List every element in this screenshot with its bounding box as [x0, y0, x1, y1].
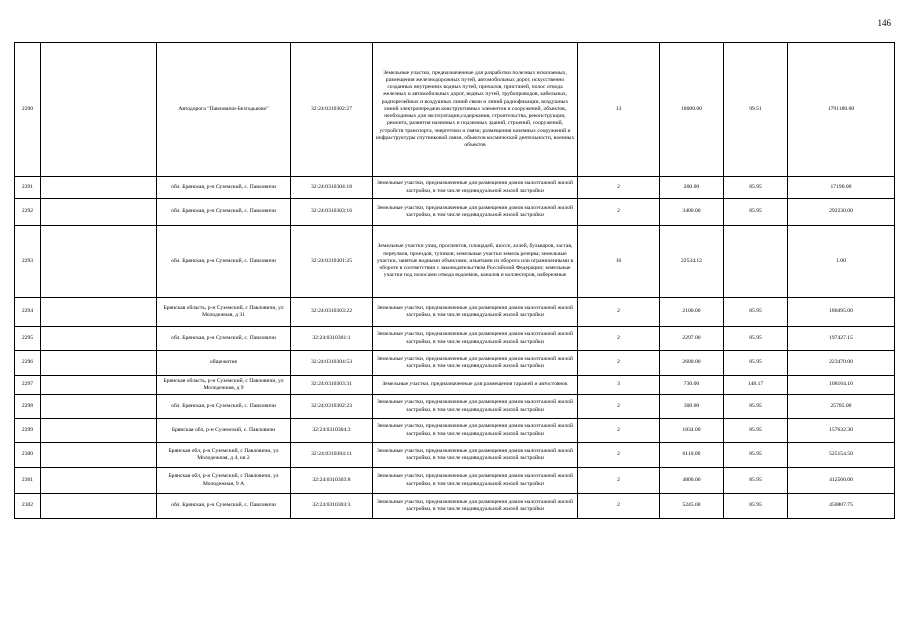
- address-cell: обл. Брянская, р-н Суземский, с. Павловичи: [157, 177, 291, 199]
- area-cell: 200.00: [660, 177, 724, 199]
- land-use-cell: Земельные участки, предназначенные для размещения домов малоэтажной жилой застройки, в том числе индивидуальной жилой застройки: [373, 494, 578, 519]
- rate-cell: 85.95: [724, 468, 788, 494]
- address-cell: общежитие: [157, 351, 291, 376]
- category-code-cell: 2: [578, 494, 660, 519]
- land-use-cell: Земельные участки, предназначенные для размещения домов малоэтажной жилой застройки, в том числе индивидуальной жилой застройки: [373, 468, 578, 494]
- cadastral-number-cell: 32:24:0310304:53: [291, 351, 373, 376]
- cadastral-table: [14, 42, 895, 519]
- row-number: 2291: [15, 177, 41, 199]
- row-number: 2290: [15, 43, 41, 177]
- category-code-cell: 2: [578, 443, 660, 468]
- address-cell: обл. Брянская, р-н Суземский, с. Павловичи: [157, 395, 291, 419]
- land-use-cell: Земельные участки, предназначенные для размещения домов малоэтажной жилой застройки, в том числе индивидуальной жилой застройки: [373, 327, 578, 351]
- land-use-cell: Земельные участки, предназначенные для размещения домов малоэтажной жилой застройки, в том числе индивидуальной жилой застройки: [373, 199, 578, 226]
- cadastral-number-cell: 32:24:0310303:8: [291, 468, 373, 494]
- row-number: 2298: [15, 395, 41, 419]
- category-code-cell: 2: [578, 351, 660, 376]
- land-use-cell: Земельные участки, предназначенные для размещения домов малоэтажной жилой застройки, в том числе индивидуальной жилой застройки: [373, 443, 578, 468]
- area-cell: 2100.00: [660, 298, 724, 327]
- table-row: [15, 494, 895, 519]
- rate-cell: 99.51: [724, 43, 788, 177]
- cadastral-number-cell: 32:24:0310301:25: [291, 226, 373, 298]
- area-cell: 300.00: [660, 395, 724, 419]
- rate-cell: 148.17: [724, 376, 788, 395]
- land-use-cell: Земельные участки, предназначенные для разработки полезных ископаемых, размещения железнодорожных путей, автомобильных дорог, искусственно созданных внутренних водных путей, причалов, пристаней, полос отвода железных и автомобильных дорог, водных путей, трубопроводов, кабельных, радиорелейных и воздушных линий связи и линий радиофикации, воздушных линий электропередачи конструктивных элементов и сооружений, объектов, необходимых для эксплуатации,содержания, строительства, реконструкции, ремонта, развития наземных и подземных зданий, строений, сооружений, устройств транспорта, энергетики и связи; размещения наземных сооружений и инфраструктуры спутниковой связи, объектов космической деятельности, военных объектов: [373, 43, 578, 177]
- land-use-cell: Земельные участки, предназначенные для размещения домов малоэтажной жилой застройки, в том числе индивидуальной жилой застройки: [373, 419, 578, 443]
- land-use-cell: Земельные участки, предназначенные для размещения домов малоэтажной жилой застройки, в том числе индивидуальной жилой застройки: [373, 298, 578, 327]
- cadastral-number-cell: 32:24:0310302:23: [291, 395, 373, 419]
- category-code-cell: 16: [578, 226, 660, 298]
- blank-cell: [41, 351, 157, 376]
- cadastral-number-cell: 32:24:0310301:1: [291, 327, 373, 351]
- table-row: [15, 376, 895, 395]
- category-code-cell: 13: [578, 43, 660, 177]
- category-code-cell: 2: [578, 419, 660, 443]
- land-use-cell: Земельные участки, предназначенные для размещения домов малоэтажной жилой застройки, в том числе индивидуальной жилой застройки: [373, 177, 578, 199]
- area-cell: 4800.00: [660, 468, 724, 494]
- row-number: 2302: [15, 494, 41, 519]
- area-cell: 3400.00: [660, 199, 724, 226]
- rate-cell: 85.95: [724, 351, 788, 376]
- address-cell: Брянская обл, р-н Суземский, с Павловичи, ул Молодежная, 9 А: [157, 468, 291, 494]
- rate-cell: 85.95: [724, 443, 788, 468]
- cadastral-number-cell: 32:24:0310302:27: [291, 43, 373, 177]
- category-code-cell: 2: [578, 177, 660, 199]
- row-number: 2292: [15, 199, 41, 226]
- address-cell: Брянская область, р-н Суземский, с Павловичи, ул Молодежная, д 9: [157, 376, 291, 395]
- table-row: [15, 468, 895, 494]
- blank-cell: [41, 177, 157, 199]
- row-number: 2294: [15, 298, 41, 327]
- area-cell: 6110.00: [660, 443, 724, 468]
- row-number: 2293: [15, 226, 41, 298]
- table-row: [15, 298, 895, 327]
- blank-cell: [41, 468, 157, 494]
- blank-cell: [41, 226, 157, 298]
- address-cell: обл. Брянская, р-н Суземский, с. Павловичи: [157, 226, 291, 298]
- cadastral-number-cell: 32:24:0310304:3: [291, 419, 373, 443]
- rate-cell: 85.95: [724, 494, 788, 519]
- cadastral-value-cell: 197427.15: [788, 327, 895, 351]
- row-number: 2296: [15, 351, 41, 376]
- cadastral-value-cell: 17190.00: [788, 177, 895, 199]
- row-number: 2297: [15, 376, 41, 395]
- land-use-cell: Земельные участки, предназначенные для размещения домов малоэтажной жилой застройки, в том числе индивидуальной жилой застройки: [373, 395, 578, 419]
- address-cell: обл. Брянская, р-н Суземский, с. Павловичи: [157, 327, 291, 351]
- land-use-cell: Земельные участки улиц, проспектов, площадей, шоссе, аллей, бульваров, застав, переулков, проездов, тупиков; земельные участки земель резерва; земельные участки, занятые водными объектами, изъятыми из оборота или ограниченными в обороте в соответствии с законодательством Российской Федерации; земельные участки под полосами отвода водоемов, каналов и коллекторов, набережные: [373, 226, 578, 298]
- table-row: [15, 177, 895, 199]
- page-number: 146: [877, 18, 891, 28]
- row-number: 2299: [15, 419, 41, 443]
- row-number: 2301: [15, 468, 41, 494]
- rate-cell: 85.95: [724, 327, 788, 351]
- address-cell: обл. Брянская, р-н Суземский, с. Павловичи: [157, 494, 291, 519]
- table-row: [15, 443, 895, 468]
- cadastral-value-cell: 1791180.00: [788, 43, 895, 177]
- address-cell: Брянская область, р-н Суземский, с Павловичи, ул Молодежная, д 31: [157, 298, 291, 327]
- cadastral-value-cell: 157632.30: [788, 419, 895, 443]
- blank-cell: [41, 199, 157, 226]
- cadastral-value-cell: 450807.75: [788, 494, 895, 519]
- rate-cell: [724, 226, 788, 298]
- cadastral-value-cell: 1.00: [788, 226, 895, 298]
- blank-cell: [41, 298, 157, 327]
- category-code-cell: 2: [578, 327, 660, 351]
- table-row: [15, 395, 895, 419]
- address-cell: Автодорога "Павловичи-Безгодьково": [157, 43, 291, 177]
- cadastral-value-cell: 412560.00: [788, 468, 895, 494]
- cadastral-number-cell: 32:24:0310303:31: [291, 376, 373, 395]
- address-cell: обл. Брянская, р-н Суземский, с. Павловичи: [157, 199, 291, 226]
- category-code-cell: 2: [578, 468, 660, 494]
- area-cell: 18000.00: [660, 43, 724, 177]
- area-cell: 2600.00: [660, 351, 724, 376]
- cadastral-value-cell: 108164.10: [788, 376, 895, 395]
- blank-cell: [41, 494, 157, 519]
- area-cell: 5245.00: [660, 494, 724, 519]
- rate-cell: 85.95: [724, 419, 788, 443]
- category-code-cell: 2: [578, 395, 660, 419]
- row-number: 2300: [15, 443, 41, 468]
- cadastral-value-cell: 223470.00: [788, 351, 895, 376]
- cadastral-value-cell: 25785.00: [788, 395, 895, 419]
- cadastral-number-cell: 32:24:0310304:11: [291, 443, 373, 468]
- blank-cell: [41, 395, 157, 419]
- cadastral-value-cell: 525154.50: [788, 443, 895, 468]
- address-cell: Брянская обл, р-н Суземский, с Павловичи, ул Молодежная, д 4, кв 2: [157, 443, 291, 468]
- cadastral-number-cell: 32:24:0310303:3: [291, 494, 373, 519]
- rate-cell: 85.95: [724, 298, 788, 327]
- area-cell: 2297.00: [660, 327, 724, 351]
- blank-cell: [41, 419, 157, 443]
- cadastral-value-cell: 292230.00: [788, 199, 895, 226]
- cadastral-value-cell: 180495.00: [788, 298, 895, 327]
- blank-cell: [41, 43, 157, 177]
- blank-cell: [41, 327, 157, 351]
- cadastral-number-cell: 32:24:0310303:22: [291, 298, 373, 327]
- category-code-cell: 2: [578, 199, 660, 226]
- table-row: [15, 419, 895, 443]
- rate-cell: 85.95: [724, 199, 788, 226]
- land-use-cell: Земельные участки, предназначенные для размещения гаражей и автостоянок: [373, 376, 578, 395]
- area-cell: 22534.12: [660, 226, 724, 298]
- blank-cell: [41, 443, 157, 468]
- area-cell: 730.00: [660, 376, 724, 395]
- category-code-cell: 2: [578, 298, 660, 327]
- cadastral-number-cell: 32:24:0310304:18: [291, 177, 373, 199]
- table-row: [15, 43, 895, 177]
- blank-cell: [41, 376, 157, 395]
- table-row: [15, 327, 895, 351]
- land-use-cell: Земельные участки, предназначенные для размещения домов малоэтажной жилой застройки, в том числе индивидуальной жилой застройки: [373, 351, 578, 376]
- rate-cell: 85.95: [724, 177, 788, 199]
- table-row: [15, 199, 895, 226]
- table-row: [15, 226, 895, 298]
- cadastral-number-cell: 32:24:0310303:16: [291, 199, 373, 226]
- address-cell: Брянская обл, р-н Суземский, с. Павловичи: [157, 419, 291, 443]
- category-code-cell: 3: [578, 376, 660, 395]
- row-number: 2295: [15, 327, 41, 351]
- area-cell: 1834.00: [660, 419, 724, 443]
- rate-cell: 85.95: [724, 395, 788, 419]
- table-row: [15, 351, 895, 376]
